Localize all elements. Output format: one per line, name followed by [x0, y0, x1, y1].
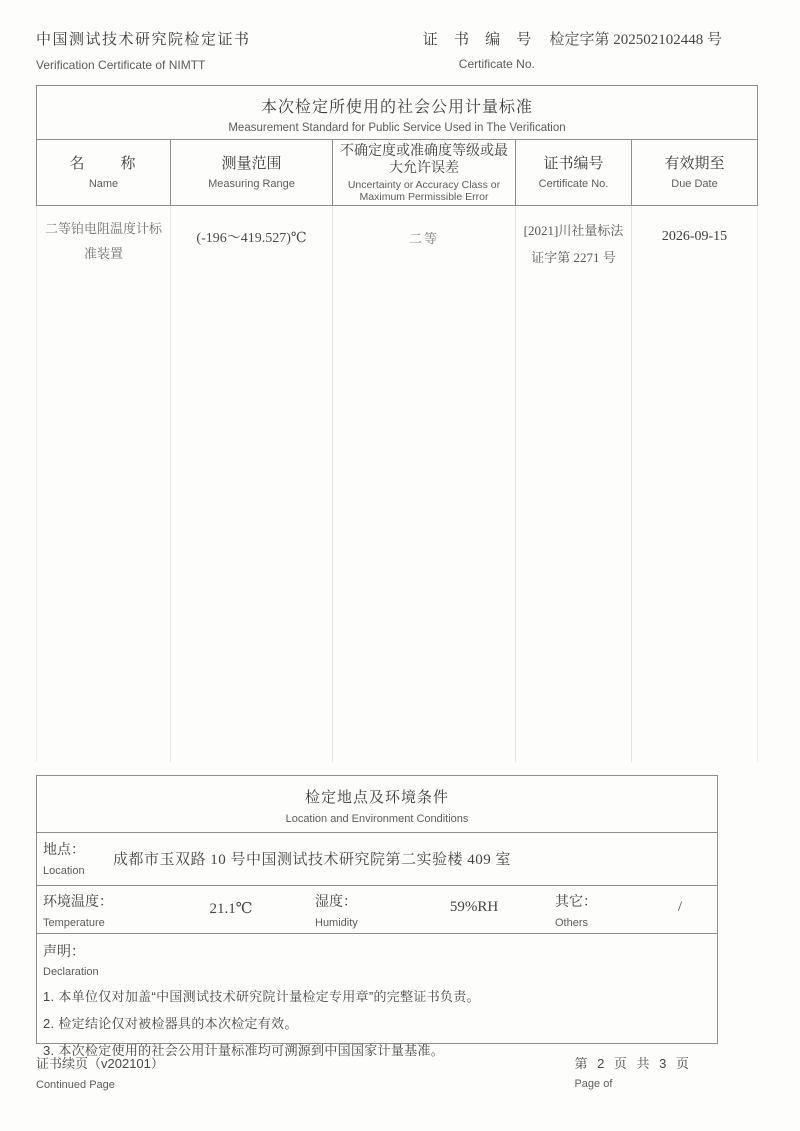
temperature-label [43, 891, 147, 933]
column-header-name-zh: 名 称 [69, 155, 138, 173]
institute-title-en: Verification Certificate of NIMTT [36, 58, 206, 72]
column-header-certno [516, 140, 632, 205]
others-label [555, 891, 643, 933]
humidity-label [315, 891, 393, 933]
institute-title-block [36, 28, 251, 72]
standards-table [36, 85, 758, 762]
location-box-title-zh: 检定地点及环境条件 [304, 789, 449, 806]
column-header-certno-zh: 证书编号 [543, 155, 604, 173]
page-number-zh: 第 2 页 共 3 页 [574, 1056, 692, 1071]
location-label-en: Location [43, 865, 85, 877]
column-header-range [171, 140, 333, 205]
standards-title-en: Measurement Standard for Public Service Used in The Verification [228, 122, 566, 134]
location-value: 成都市玉双路 10 号中国测试技术研究院第二实验楼 409 室 [113, 852, 512, 868]
temperature-label-en: Temperature [43, 917, 105, 929]
footer-left-block [36, 1053, 164, 1091]
column-header-duedate-en: Due Date [671, 177, 718, 190]
location-row [37, 833, 717, 886]
certificate-number-value: 检定字第 202502102448 号 [549, 32, 722, 48]
standards-table-title [37, 86, 757, 140]
location-box-title-en: Location and Environment Conditions [285, 813, 469, 825]
humidity-label-en: Humidity [315, 917, 358, 929]
due-date-cell: 2026-09-15 [661, 229, 728, 244]
humidity-label-zh: 湿度： [315, 893, 357, 909]
accuracy-class-cell: 二等 [333, 206, 516, 762]
page-header [36, 28, 764, 85]
certificate-number-line [423, 28, 722, 49]
others-value: / [677, 899, 683, 915]
declaration-item-1: 1. 本单位仅对加盖“中国测试技术研究院计量检定专用章”的完整证书负责。 [43, 989, 480, 1004]
standards-data-row [36, 206, 758, 762]
environment-row [37, 886, 717, 934]
column-header-range-en: Measuring Range [208, 177, 295, 190]
footer-page-number-block [574, 1053, 692, 1091]
continued-page-label-en: Continued Page [36, 1079, 115, 1091]
location-environment-box [36, 775, 718, 1058]
column-header-name [37, 140, 171, 205]
declaration-item-3: 3. 本次检定使用的社会公用计量标准均可溯源到中国国家计量基准。 [43, 1043, 445, 1058]
continued-page-label-zh: 证书续页（v202101） [36, 1056, 164, 1071]
humidity-value: 59%RH [449, 899, 499, 915]
standard-name-cell: 二等铂电阻温度计标准装置 [37, 206, 171, 762]
standards-title-zh: 本次检定所使用的社会公用计量标准 [260, 99, 533, 116]
column-header-certno-en: Certificate No. [538, 177, 609, 190]
standard-certno-cell: [2021]川社量标法证字第 2271 号 [516, 206, 632, 762]
certificate-number-label-en: Certificate No. [458, 57, 535, 71]
location-box-title [37, 776, 717, 833]
column-header-name-en: Name [88, 177, 119, 190]
institute-title-zh: 中国测试技术研究院检定证书 [36, 31, 251, 48]
location-label [43, 839, 85, 885]
standards-header-row [37, 140, 757, 205]
others-label-en: Others [555, 917, 589, 929]
declaration-item-2: 2. 检定结论仅对被检器具的本次检定有效。 [43, 1016, 298, 1031]
measuring-range-cell: (-196～419.527)℃ [171, 206, 333, 762]
declaration-label-en: Declaration [43, 966, 99, 978]
temperature-label-zh: 环境温度： [43, 893, 113, 909]
column-header-range-zh: 测量范围 [221, 155, 282, 173]
certificate-number-block [423, 28, 722, 71]
standards-table-head [36, 85, 758, 206]
temperature-value: 21.1℃ [209, 901, 253, 917]
column-header-uncertainty-en: Uncertainty or Accuracy Class or Maximum Permissible Error [347, 178, 501, 203]
column-header-uncertainty-zh: 不确定度或准确度等级或最大允许误差 [340, 141, 508, 176]
declaration-section [37, 934, 717, 1058]
declaration-label-zh: 声明： [43, 943, 85, 959]
page-number-en: Page of [574, 1078, 613, 1090]
column-header-duedate-zh: 有效期至 [664, 155, 725, 173]
column-header-duedate [632, 140, 757, 205]
others-label-zh: 其它： [555, 893, 597, 909]
certificate-number-label-zh: 证 书 编 号 [422, 31, 538, 48]
column-header-uncertainty [333, 140, 516, 205]
location-label-zh: 地点： [43, 841, 85, 857]
